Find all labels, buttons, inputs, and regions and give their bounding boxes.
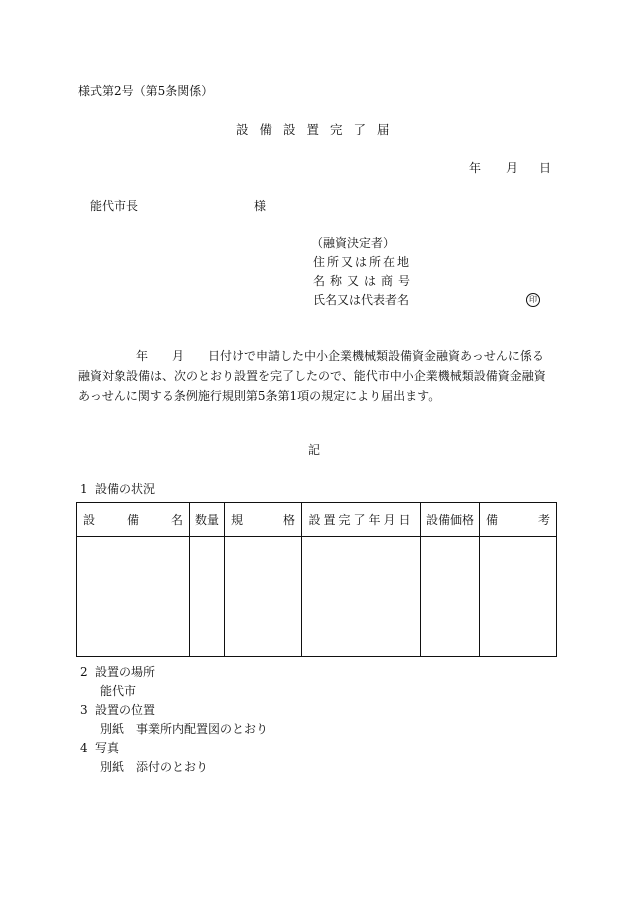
addressee-honorific: 様 — [254, 199, 267, 213]
date-year: 年 — [469, 161, 482, 175]
section-4-content: 別紙 添付のとおり — [100, 760, 209, 774]
address-label: 住所又は所在地 — [313, 255, 412, 269]
section-2-heading: 設置の場所 — [95, 665, 156, 679]
section-1-heading: 設備の状況 — [95, 482, 156, 496]
page-title: 設備設置完了届 — [236, 122, 401, 137]
name-label: 名称又は商号 — [313, 274, 416, 288]
header-equipment-name: 設 備 名 — [77, 503, 190, 537]
section-4-number: 4 — [80, 741, 88, 755]
body-paragraph: 日付けで申請した中小企業機械類設備資金融資あっせんに係る融資対象設備は、次のとおり設置を完了したので、能代市中小企業機械類設備資金融資あっせんに関する条例施行規則第5条第1項の規定により届出ます。 — [78, 349, 546, 403]
addressee-name: 能代市長 — [90, 199, 139, 213]
seal-mark: 印 — [526, 293, 540, 307]
section-2-content: 能代市 — [100, 684, 137, 698]
section-3-content: 別紙 事業所内配置図のとおり — [100, 722, 269, 736]
date-month: 月 — [506, 161, 519, 175]
cell-equipment-name — [77, 537, 190, 657]
header-remarks: 備 考 — [480, 503, 557, 537]
section-3-number: 3 — [80, 703, 88, 717]
form-number: 様式第2号（第5条関係） — [78, 84, 214, 98]
section-3-heading: 設置の位置 — [95, 703, 156, 717]
section-2-number: 2 — [80, 665, 88, 679]
header-specification: 規 格 — [225, 503, 302, 537]
cell-quantity — [190, 537, 225, 657]
cell-equipment-price — [421, 537, 480, 657]
header-equipment-price: 設備価格 — [421, 503, 480, 537]
body-month: 月 — [172, 349, 185, 363]
representative-label: 氏名又は代表者名 — [313, 293, 410, 307]
applicant-heading: （融資決定者） — [311, 236, 396, 250]
body-year: 年 — [136, 349, 149, 363]
cell-specification — [225, 537, 302, 657]
ki-marker: 記 — [308, 443, 321, 457]
cell-completion-date — [302, 537, 421, 657]
cell-remarks — [480, 537, 557, 657]
equipment-table — [76, 502, 557, 657]
section-4-heading: 写真 — [95, 741, 120, 755]
header-quantity: 数量 — [190, 503, 225, 537]
date-day: 日 — [539, 161, 552, 175]
section-1-number: 1 — [80, 482, 88, 496]
header-completion-date: 設置完了年月日 — [302, 503, 421, 537]
